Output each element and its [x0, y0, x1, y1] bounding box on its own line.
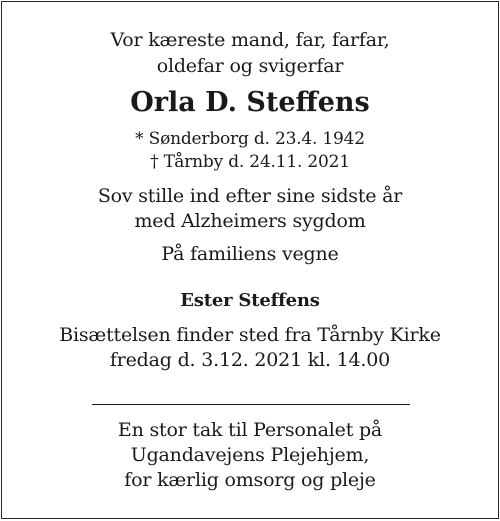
funeral-line-2: fredag d. 3.12. 2021 kl. 14.00: [109, 349, 391, 371]
birth-date: * Sønderborg d. 23.4. 1942: [135, 129, 365, 149]
separator-line: [92, 404, 410, 405]
message-line-1: Sov stille ind efter sine sidste år: [97, 185, 403, 207]
death-date: † Tårnby d. 24.11. 2021: [150, 152, 350, 172]
funeral-line-1: Bisættelsen finder sted fra Tårnby Kirke: [59, 324, 441, 346]
deceased-name: Orla D. Steffens: [130, 87, 370, 118]
signer-name: Ester Steffens: [180, 290, 320, 311]
thanks-line-2: Ugandavejens Plejehjem,: [130, 444, 370, 466]
obituary-notice: [1, 1, 499, 519]
intro-line-2: oldefar og svigerfar: [156, 55, 344, 77]
on-behalf-text: På familiens vegne: [161, 243, 339, 265]
thanks-line-3: for kærlig omsorg og pleje: [124, 469, 376, 491]
message-line-2: med Alzheimers sygdom: [134, 210, 366, 232]
thanks-line-1: En stor tak til Personalet på: [117, 419, 383, 441]
intro-line-1: Vor kæreste mand, far, farfar,: [110, 29, 390, 51]
